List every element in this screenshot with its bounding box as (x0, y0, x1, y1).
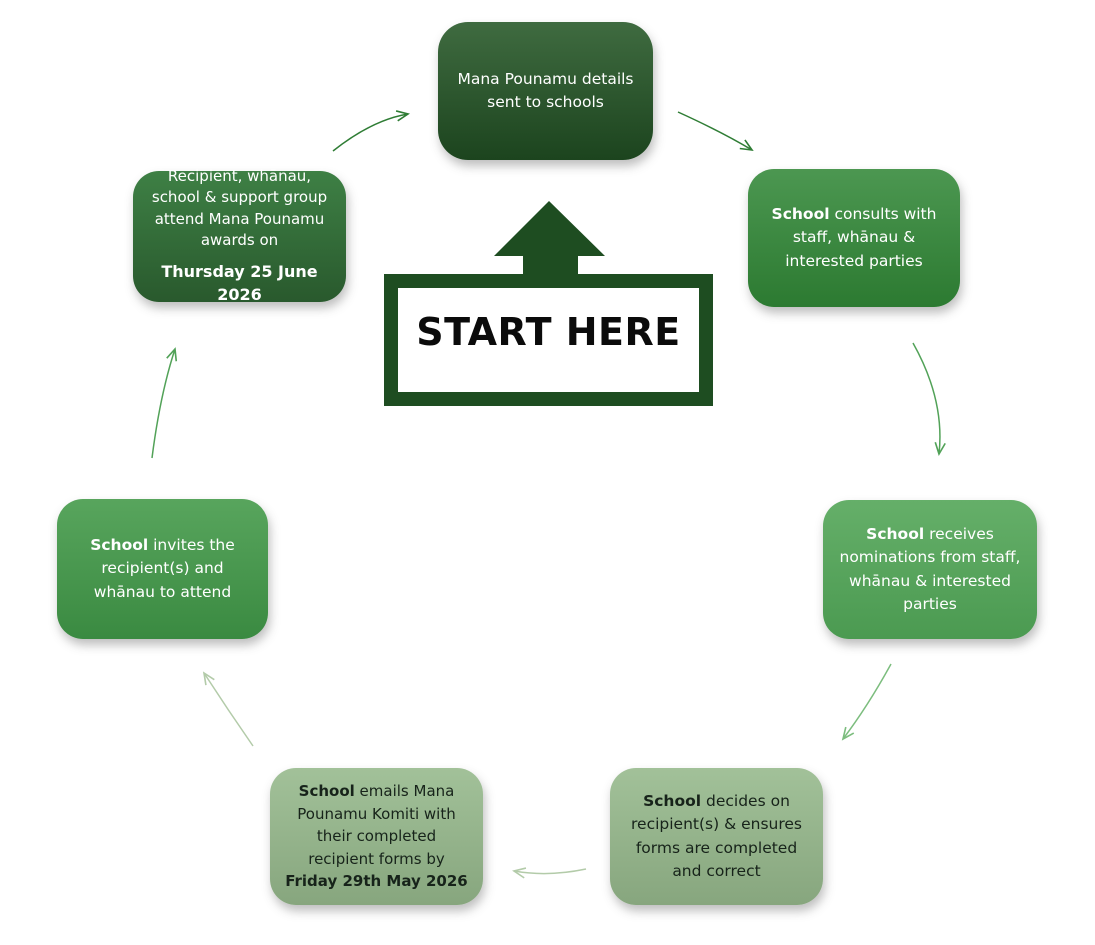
step-4-school-decides (610, 768, 823, 905)
flow-arrow-2-to-3-icon (913, 343, 940, 454)
step-3-school-receives (823, 500, 1037, 639)
flow-arrow-6-to-7-icon (152, 349, 175, 458)
step-text: School invites the recipient(s) and whānau to attend (90, 536, 235, 601)
start-here-label: START HERE (416, 310, 681, 354)
step-text: School receives nominations from staff, whānau & interested parties (839, 525, 1021, 613)
step-2-school-consults (748, 169, 960, 307)
step-text: School emails Mana Pounamu Komiti with their completed recipient forms by Friday 29th May 2026 (285, 782, 468, 891)
step-text: School decides on recipient(s) & ensures forms are completed and correct (631, 792, 802, 880)
start-here-sign (384, 274, 713, 406)
flow-arrow-4-to-5-icon (514, 869, 586, 874)
flow-arrow-1-to-2-icon (678, 112, 752, 150)
step-text: School consults with staff, whānau & interested parties (771, 205, 937, 270)
step-text: Recipient, whānau, school & support group attend Mana Pounamu awards on (151, 167, 328, 250)
step-5-school-emails (270, 768, 483, 905)
flow-arrow-3-to-4-icon (843, 664, 891, 739)
flow-arrow-5-to-6-icon (204, 673, 253, 746)
step-7-attend-awards (133, 167, 346, 305)
step-6-school-invites (57, 499, 268, 639)
flow-arrow-7-to-1-icon (333, 114, 408, 151)
step-1-details-sent (438, 22, 653, 160)
step-text: Mana Pounamu details sent to schools (457, 69, 634, 111)
step-date: Thursday 25 June 2026 (161, 262, 318, 305)
